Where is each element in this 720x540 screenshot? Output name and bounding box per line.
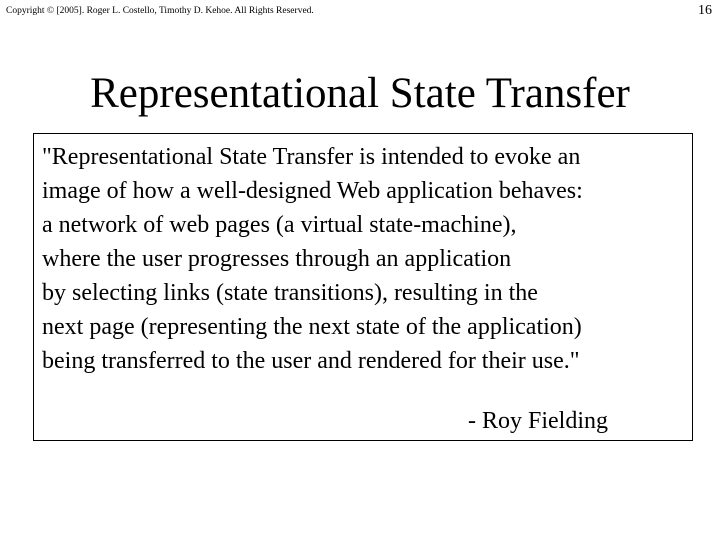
quote-attribution: - Roy Fielding xyxy=(468,408,609,434)
quote-line: a network of web pages (a virtual state-machine), xyxy=(42,212,517,238)
quote-line: next page (representing the next state of the application) xyxy=(42,314,582,340)
page-number: 16 xyxy=(698,3,712,18)
quote-line: being transferred to the user and rendered for their use." xyxy=(42,348,580,374)
copyright-notice: Copyright © [2005]. Roger L. Costello, Timothy D. Kehoe. All Rights Reserved. xyxy=(6,6,314,16)
quote-text xyxy=(42,140,583,378)
quote-line: where the user progresses through an application xyxy=(42,246,512,272)
quote-line: "Representational State Transfer is intended to evoke an xyxy=(42,144,581,170)
quote-line: image of how a well-designed Web application behaves: xyxy=(42,178,583,204)
quote-box xyxy=(33,133,693,441)
quote-line: by selecting links (state transitions), resulting in the xyxy=(42,280,538,306)
slide-title: Representational State Transfer xyxy=(90,70,630,117)
